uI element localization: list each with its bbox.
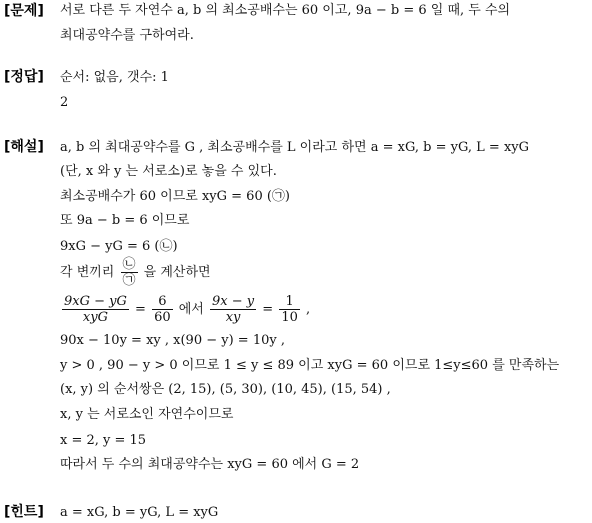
solution-line-13: 따라서 두 수의 최대공약수는 xyG = 60 에서 G = 2 (60, 457, 360, 472)
solution-line-8: 90x − 10y = xy , x(90 − y) = 10y , (60, 333, 285, 348)
hint-line-1: a = xG, b = yG, L = xyG (60, 505, 219, 520)
ratio-suffix: 을 계산하면 (143, 265, 211, 280)
solution-line-2: (단, x 와 y 는 서로소)로 놓을 수 있다. (60, 164, 277, 179)
solution-line-11: x, y 는 서로소인 자연수이므로 (60, 407, 234, 422)
circled-numerator: ㉡ (122, 257, 136, 272)
solution-line-4: 또 9a − b = 6 이므로 (60, 213, 190, 228)
fraction-1 (62, 294, 129, 325)
problem-tag: [문제] (4, 3, 44, 19)
solution-line-3: 최소공배수가 60 이므로 xyG = 60 (㉠) (60, 189, 290, 204)
circled-ratio (121, 257, 138, 288)
circled-denominator: ㉠ (122, 273, 136, 288)
fraction-3-denominator: xy (210, 309, 256, 325)
connector-text: 에서 (178, 302, 204, 317)
solution-line-1: a, b 의 최대공약수를 G , 최소공배수를 L 이라고 하면 a = xG, b = yG, L = xyG (60, 140, 530, 155)
answer-line-2: 2 (60, 95, 69, 110)
fraction-4-denominator: 10 (281, 310, 298, 325)
fraction-1-numerator: 9xG − yG (64, 294, 127, 309)
solution-line-12: x = 2, y = 15 (60, 433, 147, 448)
ratio-prefix: 각 변끼리 (60, 265, 115, 280)
fraction-1-denominator: xyG (62, 309, 129, 325)
solution-line-5: 9xG − yG = 6 (㉡) (60, 239, 178, 254)
answer-line-1: 순서: 없음, 갯수: 1 (60, 70, 169, 85)
fraction-4 (279, 294, 300, 325)
solution-section (0, 136, 592, 486)
solution-line-9: y > 0 , 90 − y > 0 이므로 1 ≤ y ≤ 89 이고 xyG = 60 이므로 1≤y≤60 를 만족하는 (60, 358, 560, 373)
hint-section (0, 503, 592, 523)
fraction-2 (152, 294, 173, 325)
solution-line-7 (60, 290, 310, 330)
equals-sign: = (135, 302, 146, 317)
hint-tag: [힌트] (4, 504, 44, 520)
fraction-3 (210, 294, 256, 325)
equals-sign: = (262, 302, 274, 317)
solution-line-10: (x, y) 의 순서쌍은 (2, 15), (5, 30), (10, 45), (15, 54) , (60, 382, 391, 397)
problem-line-1: 서로 다른 두 자연수 a, b 의 최소공배수는 60 이고, 9a − b = 6 일 때, 두 수의 (60, 3, 511, 18)
fraction-3-numerator: 9x − y (212, 294, 255, 309)
fraction-2-numerator: 6 (158, 294, 167, 309)
problem-line-2: 최대공약수를 구하여라. (60, 28, 194, 43)
solution-tag: [해설] (4, 139, 44, 155)
solution-line-6 (60, 256, 211, 290)
fraction-4-numerator: 1 (285, 294, 294, 309)
trailing-comma: , (306, 302, 311, 317)
answer-tag: [정답] (4, 69, 44, 85)
answer-section (0, 66, 592, 116)
problem-section (0, 0, 592, 50)
fraction-2-denominator: 60 (154, 310, 171, 325)
